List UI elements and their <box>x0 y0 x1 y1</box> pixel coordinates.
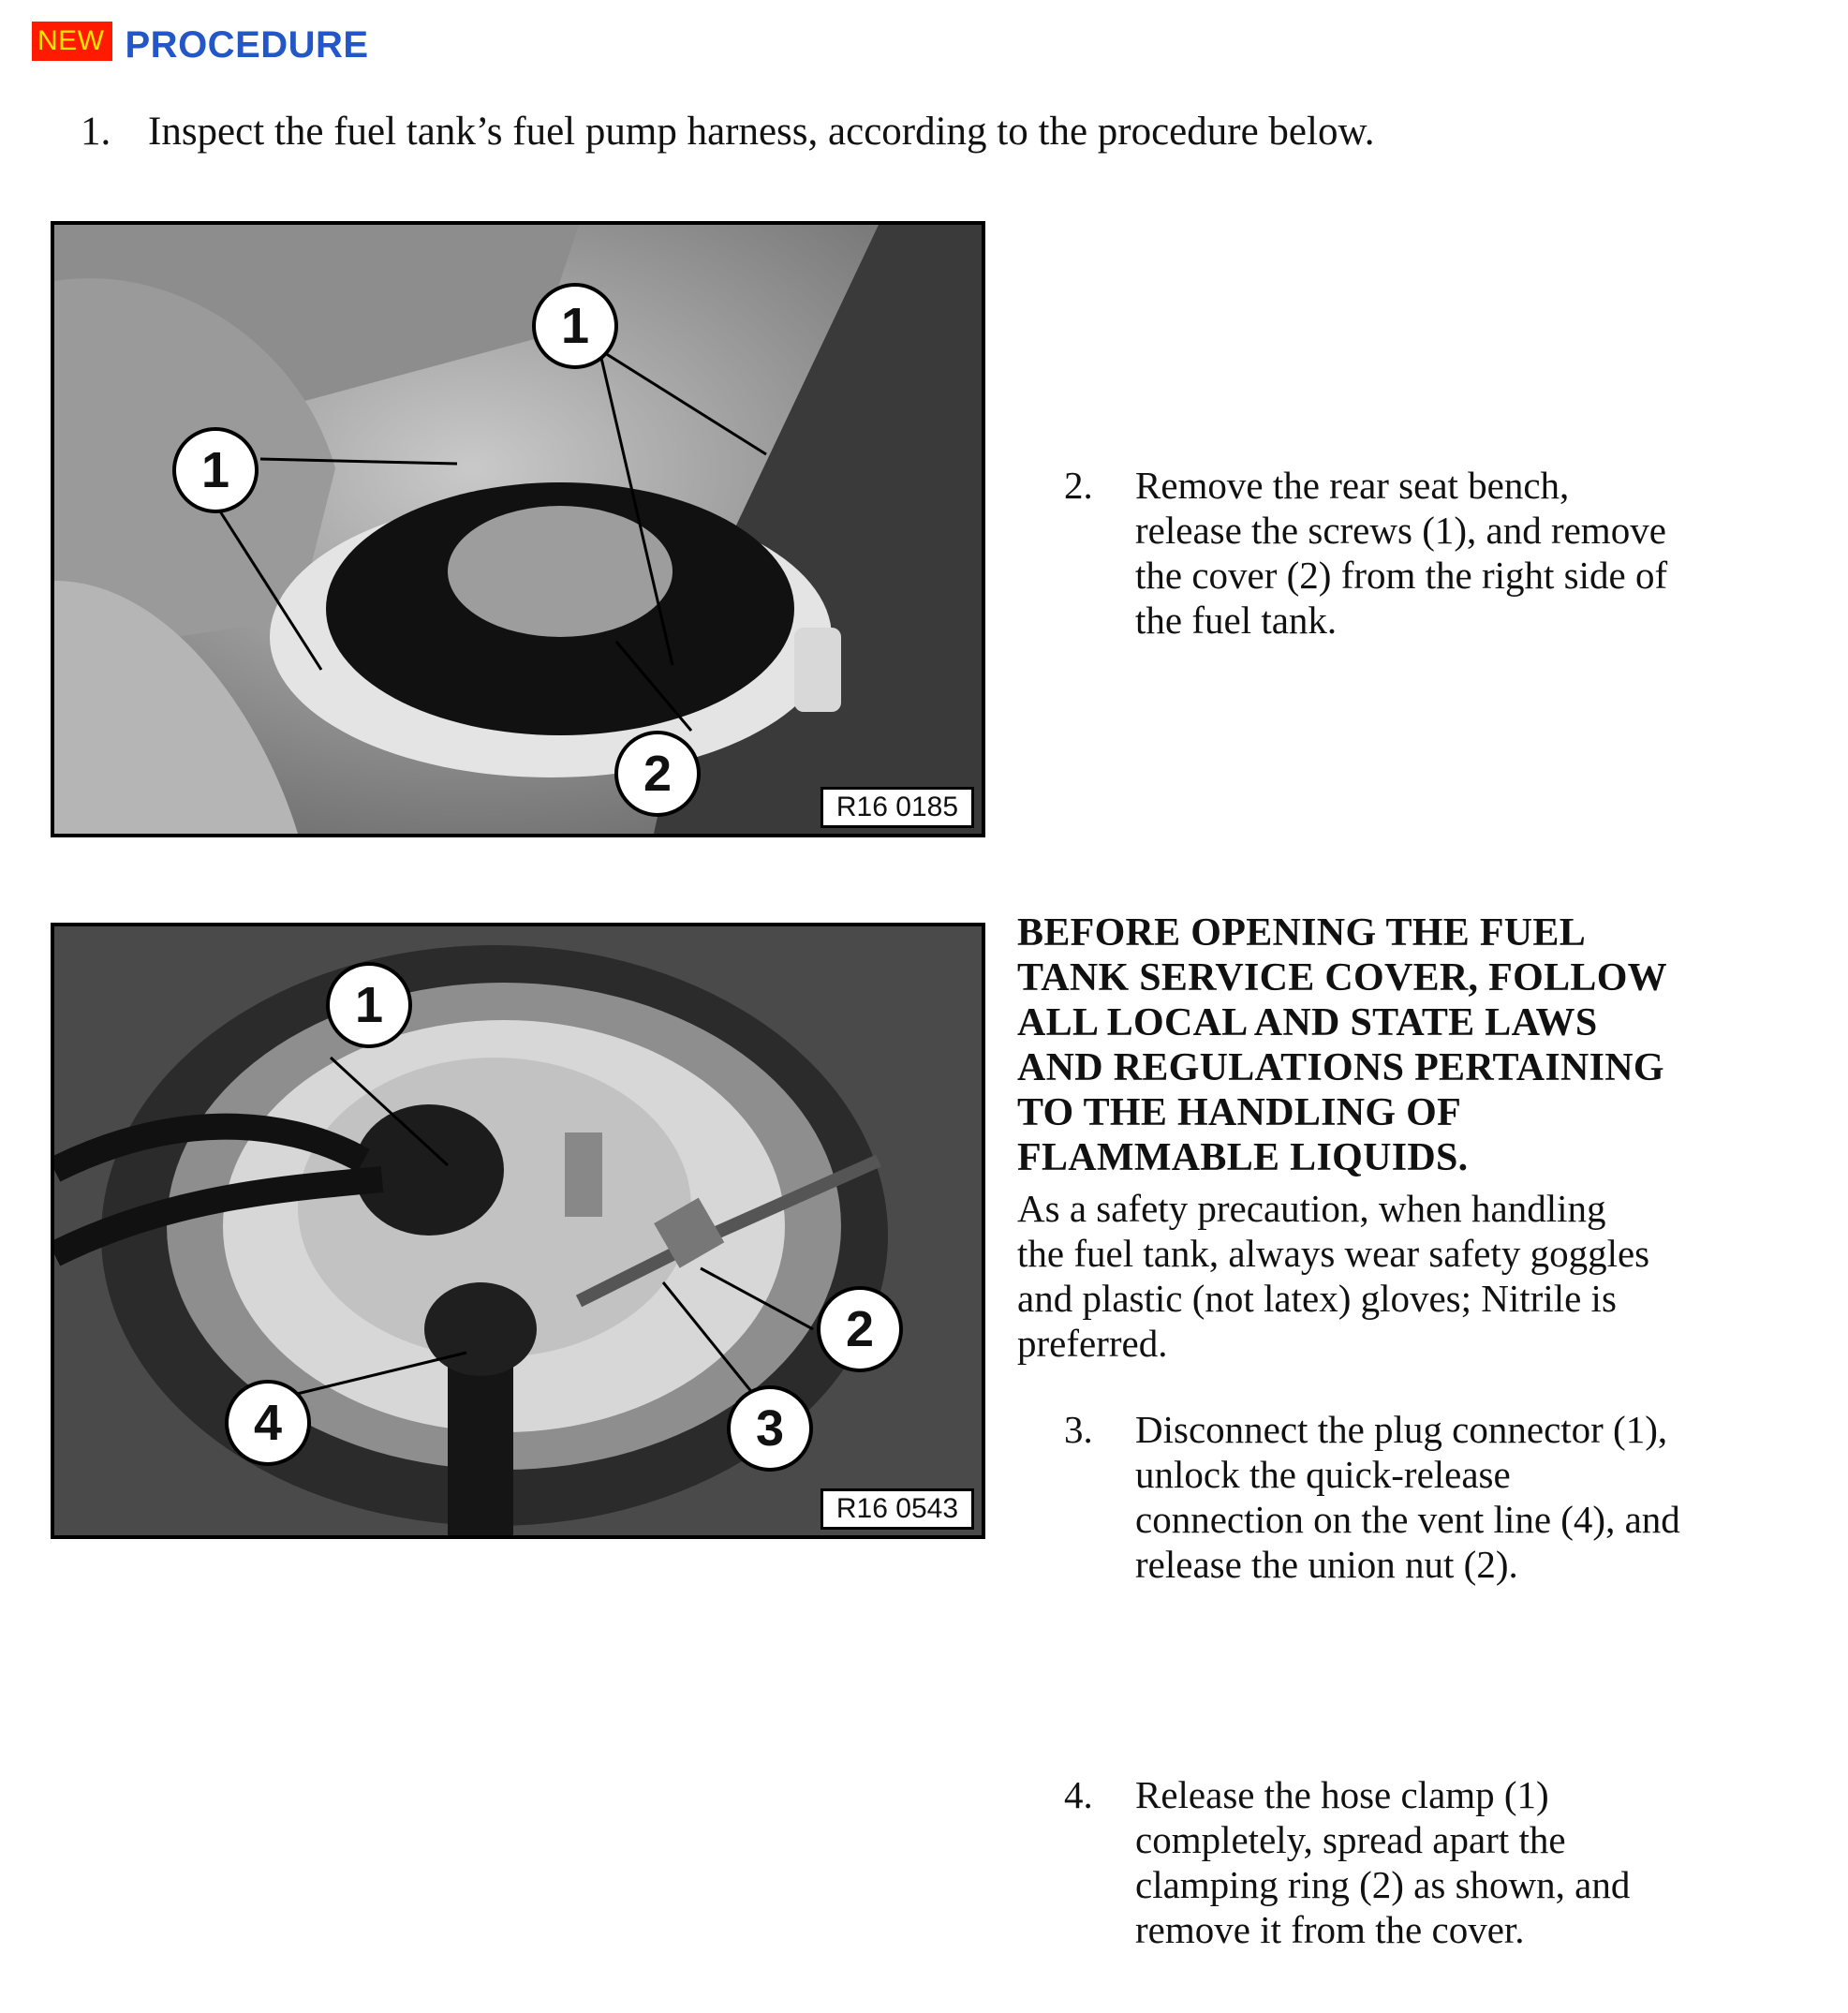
figure-fuel-pump-unit <box>51 923 985 1539</box>
step-3-line: unlock the quick-release <box>1135 1453 1511 1496</box>
fuel-tank-cover-photo <box>54 225 982 834</box>
warning-body-line: the fuel tank, always wear safety goggles <box>1017 1232 1650 1275</box>
warning-heading-line: BEFORE OPENING THE FUEL <box>1017 911 1587 955</box>
callout-1: 1 <box>326 962 412 1048</box>
step-1-number: 1. <box>81 110 111 154</box>
warning-heading-line: FLAMMABLE LIQUIDS. <box>1017 1136 1469 1179</box>
step-4-number: 4. <box>1064 1773 1093 1816</box>
callout-2: 2 <box>614 731 701 817</box>
figure-1-code: R16 0185 <box>821 787 974 828</box>
procedure-title: PROCEDURE <box>125 23 369 66</box>
warning-body-line: preferred. <box>1017 1322 1168 1365</box>
step-2-line: Remove the rear seat bench, <box>1135 464 1570 507</box>
step-1-text: Inspect the fuel tank’s fuel pump harness, according to the procedure below. <box>148 110 1375 154</box>
step-2-line: release the screws (1), and remove <box>1135 509 1666 552</box>
step-2-line: the cover (2) from the right side of <box>1135 554 1668 597</box>
step-2-number: 2. <box>1064 464 1093 507</box>
callout-1-top: 1 <box>532 283 618 369</box>
new-badge: NEW <box>32 22 112 61</box>
step-2-line: the fuel tank. <box>1135 599 1338 642</box>
step-3-line: Disconnect the plug connector (1), <box>1135 1408 1668 1451</box>
procedure-header <box>32 17 369 73</box>
step-4-line: completely, spread apart the <box>1135 1818 1566 1861</box>
figure-fuel-tank-cover <box>51 221 985 837</box>
warning-heading-line: AND REGULATIONS PERTAINING <box>1017 1046 1664 1089</box>
step-1 <box>81 109 1374 155</box>
callout-2: 2 <box>817 1286 903 1372</box>
step-3-text <box>1135 1407 1680 1587</box>
fuel-pump-unit-photo <box>54 926 982 1535</box>
warning-heading-line: TO THE HANDLING OF <box>1017 1091 1462 1134</box>
warning-heading-line: ALL LOCAL AND STATE LAWS <box>1017 1001 1598 1044</box>
callout-3: 3 <box>727 1385 813 1472</box>
step-3-number: 3. <box>1064 1408 1093 1451</box>
step-3-line: connection on the vent line (4), and <box>1135 1498 1680 1541</box>
step-3-line: release the union nut (2). <box>1135 1543 1518 1586</box>
step-4-line: remove it from the cover. <box>1135 1908 1525 1951</box>
step-4-text <box>1135 1772 1630 1952</box>
figure-2-code: R16 0543 <box>821 1488 974 1530</box>
warning-body-line: and plastic (not latex) gloves; Nitrile is <box>1017 1277 1617 1320</box>
step-4-line: Release the hose clamp (1) <box>1135 1773 1549 1816</box>
warning-heading <box>1017 910 1823 1180</box>
callout-4: 4 <box>225 1380 311 1466</box>
warning-heading-line: TANK SERVICE COVER, FOLLOW <box>1017 956 1667 999</box>
callout-1-left: 1 <box>172 427 259 513</box>
step-2-text <box>1135 463 1667 643</box>
warning-body <box>1017 1186 1823 1366</box>
warning-body-line: As a safety precaution, when handling <box>1017 1187 1606 1230</box>
step-4-line: clamping ring (2) as shown, and <box>1135 1863 1631 1906</box>
